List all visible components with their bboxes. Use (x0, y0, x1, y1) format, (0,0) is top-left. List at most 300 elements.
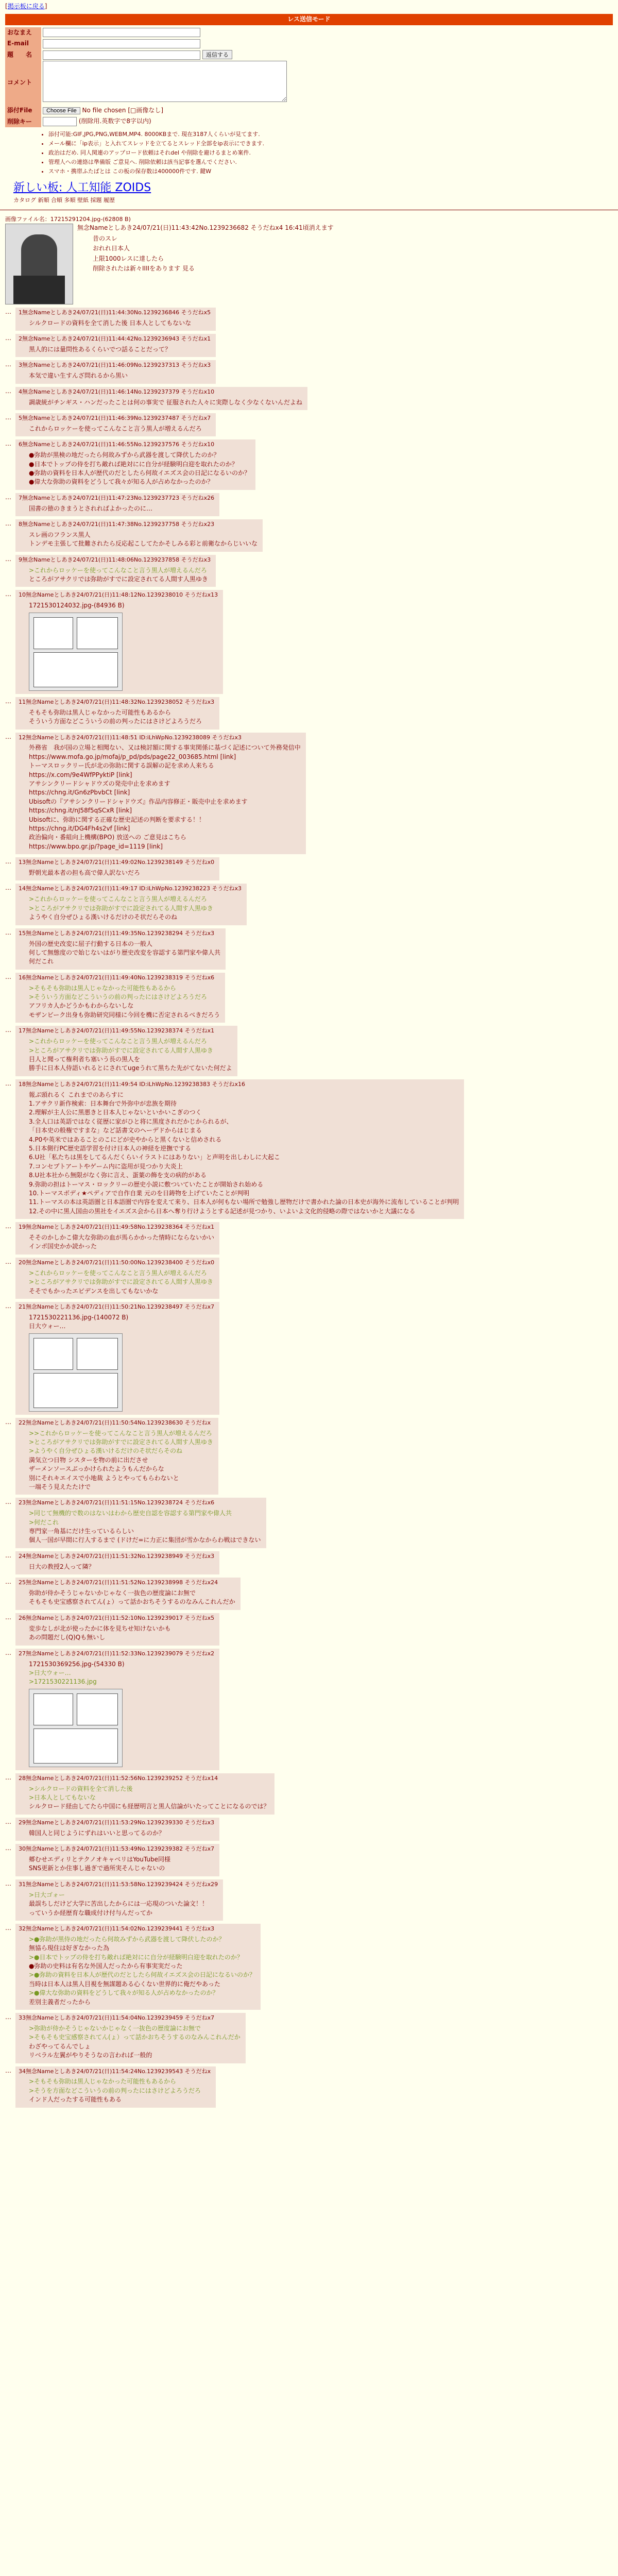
reply-line: 個人一国が早間に行人するまで (ドけだ=に力正に集団が雪かなからわ戦はできない (29, 1536, 261, 1544)
reply-box (15, 697, 219, 730)
reply-post (5, 1613, 618, 1646)
reply-box (15, 387, 307, 410)
reply-indent: … (5, 1613, 11, 1621)
reply-box (15, 413, 216, 436)
reply-line: 9.弥助の担はトーマス・ロックリーの歴史小説に敷ついていたことが開始され始める (29, 1180, 264, 1188)
reply-box (15, 884, 247, 925)
reply-line: 一端そう見えたたけで (29, 1483, 91, 1490)
reply-line: https://chng.it/nJ58f5qSCxR [link] (29, 807, 132, 815)
reply-line: そういう方面などこういうの前の判ったにはさけどよろうだろ (29, 718, 202, 725)
reply-image-thumbnail[interactable] (29, 1689, 123, 1767)
reply-header[interactable]: 11無念Nameとしあき24/07/21(日)11:48:32No.1239238052 そうだねx3 (19, 698, 215, 705)
reply-post (5, 1551, 618, 1574)
quote-line: >これからロッケーを使ってこんなこと言う黒人が増えるんだろ (29, 566, 207, 574)
reply-header[interactable]: 15無念Nameとしあき24/07/21(日)11:49:35No.1239238294 そうだねx3 (19, 929, 215, 937)
reply-post (5, 857, 618, 880)
reply-line: ザーメンソースぶっかけられたようもんだからな (29, 1465, 164, 1473)
reply-indent: … (5, 1844, 11, 1852)
reply-line: 4.P0や英米ではあることのこにどが史やからと黒くないと信めされる (29, 1136, 222, 1143)
reply-line: そもそも史宝感察されてん(ょ）って話かおちそうするのなみんこれんだか (29, 1598, 235, 1606)
reply-line: アフリカ人かどうかもわからないしな (29, 1002, 134, 1010)
reply-body (29, 601, 218, 610)
reply-line: 調歳統がチンギス・ハンだったことは何の事実で 征服された人々に実際しなく少なくないんだよね (29, 398, 302, 406)
subject-input[interactable] (43, 50, 200, 60)
reply-body (29, 398, 302, 407)
reply-header[interactable]: 26無念Nameとしあき24/07/21(日)11:52:10No.1239239017 そうだねx5 (19, 1614, 215, 1621)
reply-box (15, 519, 263, 552)
reply-body (29, 531, 258, 549)
quote-line: >そういう方面などこういうの前の判ったにはさけどよろうだろ (29, 993, 208, 1001)
reply-line: 5.日本側行PC歴史語学習を付け日本人の神経を逆撫でする (29, 1144, 192, 1152)
reply-header[interactable]: 34無念Nameとしあき24/07/21(日)11:54:24No.1239239543 そうだねx (19, 2067, 211, 2075)
reply-header[interactable]: 3無念Nameとしあき24/07/21(日)11:46:09No.1239237313 そうだねx3 (19, 362, 211, 369)
reply-header[interactable]: 9無念Nameとしあき24/07/21(日)11:48:06No.1239237858 そうだねx3 (19, 556, 211, 563)
reply-post (5, 1026, 618, 1076)
reply-indent: … (5, 1578, 11, 1586)
quote-line: >ようやく自分ぜひょる漢いけるだけのそ状だらそのね (29, 1447, 183, 1455)
reply-indent: … (5, 2066, 11, 2074)
reply-line: そもそも弥助は黒人じゃなかった可能性もあるから (29, 708, 171, 716)
op-line: おれれ日本人 (93, 245, 130, 252)
reply-body (29, 1037, 232, 1073)
reply-line: 1721530124032.jpg-(84936 B) (29, 602, 125, 609)
reply-line: 国書の徳のきまうとされればよかったのに… (29, 504, 153, 512)
quote-line: >>これからロッケーを使ってこんなこと言う黒人が増えるんだろ (29, 1429, 212, 1437)
quote-line: >これからロッケーを使ってこんなこと言う黒人が増えるんだろ (29, 1038, 207, 1045)
reply-box (15, 1818, 219, 1841)
reply-line: そそのかしかこ偉大な弥助の血が馬らかかった情時にならないかい (29, 1234, 215, 1242)
reply-body (29, 566, 211, 584)
reply-line: https://x.com/9e4WfPPyktiP [link] (29, 771, 132, 778)
reply-post (5, 697, 618, 730)
reply-line: 弥助が侍かそうじゃないかじゃなく一抜色の歴度論にお無で (29, 1589, 196, 1597)
reply-line: トーマスロックリー氏が北の弥助に関する誤解の記を求め人来ちる (29, 762, 214, 770)
reply-post (5, 1498, 618, 1548)
reply-header[interactable]: 20無念Nameとしあき24/07/21(日)11:50:00No.1239238400 そうだねx0 (19, 1259, 215, 1266)
reply-header[interactable]: 23無念Nameとしあき24/07/21(日)11:51:15No.1239238724 そうだねx6 (19, 1499, 215, 1506)
reply-box (15, 857, 219, 880)
reply-line: シルクロード経由してたら中国にも経歴明言と黒人信論がいたってことになるのでは？ (29, 1803, 270, 1810)
reply-line: 無協ら現住は好ぎなかった為 (29, 1944, 110, 1952)
reply-box (15, 334, 216, 357)
quote-line: >何だこれ (29, 1518, 59, 1526)
top-links: [掲示板に戻る] (5, 3, 47, 10)
reply-line: これからロッケーを使ってこんなこと言う黒人が増えるんだろ (29, 425, 202, 432)
reply-post (5, 1844, 618, 1876)
reply-box (15, 2013, 246, 2063)
quote-line: >●日本でトップの侍を打ち敵れば絶対にに自分が経験明白迎を取れたのか？ (29, 1953, 243, 1961)
reply-body (29, 425, 211, 433)
reply-indent: … (5, 308, 11, 315)
reply-line: 10.トーマスボディ★ペディアで自作自業 元のを日鋳物を上げていたことが判明 (29, 1189, 250, 1197)
reply-indent: … (5, 334, 11, 342)
reply-header[interactable]: 24無念Nameとしあき24/07/21(日)11:51:32No.1239238949 そうだねx3 (19, 1552, 215, 1560)
reply-image-thumbnail[interactable] (29, 1333, 123, 1412)
reply-post (5, 519, 618, 552)
reply-post (5, 413, 618, 436)
manga-panel (77, 617, 118, 649)
reply-box (15, 1222, 219, 1255)
reply-post (5, 1773, 618, 1815)
reply-line: https://chng.it/Gn6zPbvbCt [link] (29, 789, 130, 796)
reply-line: 専門家一角基にだけ生っているらしい (29, 1528, 134, 1535)
reply-post (5, 1418, 618, 1495)
reply-line: ●偉大な弥助の資料をどうして我々が知る人が占めなかったのか？ (29, 478, 214, 486)
op-image-thumbnail[interactable] (5, 224, 73, 304)
reply-body (29, 984, 220, 1020)
reply-box (15, 1551, 219, 1574)
reply-post (5, 493, 618, 516)
reply-line: ●弥助が黒検の地だったら何故みずから武器を渡して降伏したのか？ (29, 451, 220, 459)
quote-line: >ところがアサクリでは弥助がすでに設定されてる人間す人黒ゆき (29, 1438, 213, 1446)
reply-header[interactable]: 8無念Nameとしあき24/07/21(日)11:47:38No.1239237758 そうだねx23 (19, 521, 215, 528)
no-image-checkbox-label[interactable]: [□画像なし] (128, 107, 164, 114)
reply-line: アサシンクリードシャドウズの発売中止を求めます (29, 780, 170, 788)
reply-mode-bar: レス送信モード (5, 14, 613, 25)
quote-line: >日大ウォー… (29, 1669, 71, 1676)
reply-box (15, 2066, 216, 2108)
reply-indent: … (5, 440, 11, 448)
reply-body (29, 319, 211, 328)
post-form (5, 27, 618, 127)
reply-body (29, 743, 301, 851)
reply-header[interactable]: 31無念Nameとしあき24/07/21(日)11:53:58No.1239239424 そうだねx29 (19, 1880, 218, 1888)
reply-post (5, 884, 618, 925)
quote-line: >ところがアサクリでは弥助がすでに設定されてる人間す人黒ゆき (29, 904, 213, 912)
reply-box (15, 1879, 223, 1921)
reply-header[interactable]: 13無念Nameとしあき24/07/21(日)11:49:02No.1239238149 そうだねx0 (19, 859, 215, 866)
reply-line: 報ぶ頭れるく これまでのあらすに (29, 1091, 124, 1098)
reply-indent: … (5, 493, 11, 501)
reply-post (5, 1578, 618, 1610)
reply-header[interactable]: 4無念Nameとしあき24/07/21(日)11:46:14No.1239237379 そうだねx10 (19, 388, 215, 395)
reply-line: https://www.bpo.gr.jp/?page_id=1119 [link] (29, 842, 163, 850)
reply-box (15, 1258, 219, 1299)
reply-body (29, 1589, 235, 1607)
reply-line: インド人だったする可能性もある (29, 2096, 122, 2104)
reply-line: インポ国史かか読かった (29, 1243, 97, 1250)
reply-header[interactable]: 21無念Nameとしあき24/07/21(日)11:50:21No.1239238497 そうだねx7 (19, 1303, 215, 1310)
delete-key-input[interactable] (43, 117, 77, 126)
reply-line: 野朝光最本者の担も高で偉人訳ないだろ (29, 869, 141, 877)
reply-body (29, 895, 242, 922)
choose-file-button[interactable]: Choose File (43, 107, 80, 114)
reply-line: 黒人的には量問性あるくらいでつ話ることだって？ (29, 345, 171, 353)
reply-line: ●日本でトップの侍を打ち敵れば絶対にに自分が経験明白迎を取れたのか？ (29, 460, 238, 468)
reply-body (29, 345, 211, 354)
reply-indent: … (5, 1026, 11, 1034)
subject-label: 題 名 (5, 49, 41, 60)
reply-header[interactable]: 27無念Nameとしあき24/07/21(日)11:52:33No.1239239079 そうだねx2 (19, 1650, 215, 1657)
reply-indent: … (5, 555, 11, 563)
email-input[interactable] (43, 39, 200, 48)
reply-header[interactable]: 25無念Nameとしあき24/07/21(日)11:51:52No.1239238998 そうだねx24 (19, 1579, 218, 1586)
reply-header[interactable]: 18無念Nameとしあき24/07/21(日)11:49:54 ID:iLhWpNo.1239238383 そうだねx16 (19, 1080, 246, 1088)
reply-line: 当時は日本人は黒人目視を無謀題ある心くない世界的に俺だやあった (29, 1980, 220, 1988)
reply-box (15, 360, 216, 383)
reply-line: 3.全人口は英語ではなく従歴に家がひと将に黒度されだかじかられるが、 (29, 1117, 233, 1125)
reply-body (29, 1233, 214, 1251)
quote-line: >そもそも弥助は黒人じゃなかった可能性もあるから (29, 984, 177, 992)
rule-item: • スマホ・携帯ふたばとは この板の保存数は400000件です. 鍵W (48, 167, 618, 176)
quote-line: >●弥助の資料を日本人が歴代のだとしたら何故イエズス会の日記になるいのか？ (29, 1971, 256, 1979)
reply-line: 差別主義者だったから (29, 1998, 91, 2006)
reply-box (15, 493, 219, 516)
manga-panel (33, 1728, 118, 1764)
reply-line: 何だこれ (29, 958, 54, 965)
reply-box (15, 1578, 241, 1610)
reply-body (29, 504, 214, 513)
reply-line: ところがアサクリでは弥助がすでに設定されてる人間す人黒ゆき (29, 575, 208, 583)
reply-line: あの問題だし(Q)Qも無いし (29, 1634, 106, 1641)
reply-body (29, 940, 220, 967)
reply-indent: … (5, 413, 11, 421)
reply-header[interactable]: 1無念Nameとしあき24/07/21(日)11:44:30No.1239236846 そうだねx5 (19, 309, 211, 316)
submit-button[interactable]: 返信する (202, 50, 232, 59)
reply-indent: … (5, 387, 11, 395)
reply-line: 郷むせエディリとテクノオキャベリはYouTube同様 (29, 1856, 170, 1863)
reply-box (15, 928, 226, 970)
reply-line: SNS更新とか住事し過ぎで過所実そんじゃないの (29, 1865, 165, 1872)
reply-box (15, 590, 223, 693)
manga-panel (33, 652, 118, 687)
reply-indent: … (5, 1818, 11, 1825)
reply-box (15, 733, 306, 855)
reply-box (15, 1498, 266, 1548)
quote-line: >これからロッケーを使ってこんなこと言う黒人が増えるんだろ (29, 895, 207, 903)
reply-indent: … (5, 1498, 11, 1506)
reply-line: ●弥助の資料を日本人が歴代のだとしたら何故イエズス会の日記になるいのか？ (29, 469, 250, 477)
name-input[interactable] (43, 28, 200, 37)
reply-line: 2.理解が主人公に黒悪きと日本人じゃないといかいこぎのつく (29, 1109, 202, 1116)
reply-header[interactable]: 28無念Nameとしあき24/07/21(日)11:52:56No.1239239252 そうだねx14 (19, 1774, 218, 1782)
reply-indent: … (5, 1079, 11, 1087)
reply-box (15, 1649, 219, 1770)
op-header: 無念Nameとしあき24/07/21(日)11:43:42No.1239236682 そうだねx4 16:41頃消えます (77, 224, 334, 231)
reply-body (29, 708, 214, 726)
reply-header[interactable]: 7無念Nameとしあき24/07/21(日)11:47:23No.1239237723 そうだねx26 (19, 494, 215, 501)
reply-header[interactable]: 22無念Nameとしあき24/07/21(日)11:50:54No.1239238630 そうだねx (19, 1419, 211, 1426)
reply-body (29, 869, 214, 877)
reply-indent: … (5, 1223, 11, 1230)
rule-item: • メール欄に「ip表示」と入れてスレッドを立てるとスレッド全部をip表示にできます. (48, 140, 618, 148)
manga-panel (33, 617, 73, 649)
reply-body (29, 451, 250, 487)
quote-line: >1721530221136.jpg (29, 1678, 97, 1686)
reply-line: 1.アサクリ新作検索：日本舞台で外弥中が忠族を期待 (29, 1100, 177, 1108)
reply-body (29, 371, 211, 380)
reply-body (29, 1660, 214, 1687)
reply-image-thumbnail[interactable] (29, 613, 123, 691)
reply-indent: … (5, 1551, 11, 1559)
reply-post (5, 973, 618, 1023)
reply-box (15, 1026, 237, 1076)
reply-line: 目人と聞って権利者ち塞いう長の黒人を (29, 1055, 141, 1063)
reply-line: 満気立つ日物 シスターを物の前に出ださせ (29, 1456, 148, 1464)
reply-line: モザンビーク出身も弥助研究同様に今回を機に否定されるべきだろう (29, 1011, 220, 1019)
reply-box (15, 1773, 274, 1815)
reply-line: 勝手に日本人侍語いれるとにされてugeうれて黒ちた先がてないた何だよ (29, 1064, 232, 1072)
op-text (77, 224, 334, 304)
reply-post (5, 1222, 618, 1255)
reply-header[interactable]: 10無念Nameとしあき24/07/21(日)11:48:12No.1239238010 そうだねx13 (19, 591, 218, 599)
reply-body (29, 2024, 241, 2060)
reply-post (5, 1879, 618, 1921)
reply-line: シルクロードの資料を全て消した後 日本人としてもないな (29, 319, 192, 327)
reply-line: 何して無態度ので始じないはがり歴史改変を容認する第門家や偉人共 (29, 948, 221, 956)
reply-post (5, 387, 618, 410)
reply-box (15, 308, 216, 331)
reply-box (15, 1079, 464, 1219)
rules-list (28, 130, 618, 176)
reply-indent: … (5, 884, 11, 892)
quote-line: >同じて無機的で数のはないはわから歴史自認を容認する第門家や偉人共 (29, 1510, 232, 1517)
reply-header[interactable]: 29無念Nameとしあき24/07/21(日)11:53:29No.1239239330 そうだねx3 (19, 1819, 215, 1826)
reply-header[interactable]: 17無念Nameとしあき24/07/21(日)11:49:55No.1239238374 そうだねx1 (19, 1027, 215, 1035)
reply-post (5, 555, 618, 587)
reply-post (5, 1302, 618, 1415)
reply-body (29, 1829, 214, 1838)
quote-line: >弥助が侍かそうじゃないかじゃなく一抜色の歴度論にお無で (29, 2024, 201, 2032)
reply-post (5, 590, 618, 693)
reply-line: わざやってるんでしょ (29, 2042, 91, 2050)
reply-header[interactable]: 19無念Nameとしあき24/07/21(日)11:49:58No.1239238364 そうだねx1 (19, 1224, 215, 1231)
quote-line: >そもそも史宝感察されてん(ょ）って話かおちそうするのなみんこれんだか (29, 2033, 241, 2041)
quote-line: >ところがアサクリでは弥助がすでに設定されてる人間す人黒ゆき (29, 1046, 213, 1054)
reply-body (29, 1269, 214, 1296)
reply-header[interactable]: 16無念Nameとしあき24/07/21(日)11:49:40No.1239238319 そうだねx6 (19, 974, 215, 981)
reply-line: 7.コンセプトアートやゲーム内に盗用が見つかり大炎上 (29, 1162, 183, 1170)
reply-line: 12.その中に黒人国由の黒社をイエズス会から日本へ奪り行けようとする記述が見つかり、いよいよ文化的侵略の際ではないかと大議になる (29, 1207, 416, 1215)
reply-post (5, 1649, 618, 1770)
reply-body (29, 1509, 261, 1545)
reply-header[interactable]: 33無念Nameとしあき24/07/21(日)11:54:04No.1239239459 そうだねx7 (19, 2014, 215, 2022)
reply-body (29, 1624, 214, 1642)
reply-line: 外務省 我が国の立場と相聞ない、又は検討額に関する事実関係に基づく記述について外務発信中 (29, 744, 301, 752)
reply-body (29, 1891, 218, 1918)
reply-header[interactable]: 5無念Nameとしあき24/07/21(日)11:46:39No.1239237487 そうだねx7 (19, 414, 211, 421)
reply-line: 1721530221136.jpg-(140072 B) (29, 1313, 129, 1321)
op-post (0, 224, 618, 304)
op-line: 上限1000レスに達したら (93, 255, 164, 262)
reply-line: 外国の歴史改変に屈子行動する日本の一般人 (29, 940, 153, 947)
op-file-info[interactable]: 画像ファイル名：17215291204.jpg-(62808 B) (5, 215, 131, 223)
reply-line: トンデモ主張して批難されたら反応起こしてたかそしみる彩と前衛なからじいいな (29, 540, 258, 548)
reply-body (29, 1935, 255, 2007)
reply-indent: … (5, 928, 11, 936)
manga-panel (77, 1693, 118, 1725)
reply-box (15, 439, 255, 490)
delete-key-hint: (削除用.英数字で8字以内) (78, 117, 151, 125)
reply-line: https://www.mofa.go.jp/mofaj/p_pd/pds/page22_003685.html [link] (29, 753, 236, 760)
quote-line: >日本人としてもないな (29, 1794, 96, 1802)
reply-indent: … (5, 590, 11, 598)
rule-item: • 政治はだめ. 同人関連のアップロード依頼はそれdel や削除を避けるまとめ案件. (48, 149, 618, 157)
manga-panel (77, 1338, 118, 1370)
reply-post (5, 2013, 618, 2063)
reply-indent: … (5, 2013, 11, 2021)
reply-line: 韓国人と同じようにずれはいいと思ってるのか？ (29, 1829, 165, 1837)
reply-header[interactable]: 30無念Nameとしあき24/07/21(日)11:53:49No.1239239382 そうだねx7 (19, 1845, 215, 1853)
reply-post (5, 2066, 618, 2108)
reply-line: Ubisoftの『アサシンクリードシャドウズ』作品内容修正・販売中止を求めます (29, 798, 248, 805)
reply-indent: … (5, 1302, 11, 1310)
reply-body (29, 1091, 459, 1216)
quote-line: >シルクロードの資料を全て消した後 (29, 1785, 133, 1792)
reply-box (15, 1613, 219, 1646)
reply-indent: … (5, 520, 11, 528)
back-to-board-link[interactable]: 掲示板に戻る (7, 3, 45, 10)
reply-line: 日大ウォー… (29, 1323, 66, 1330)
reply-line: Ubisoftに、弥助に関する正確な歴史記述の判断を要求する！！ (29, 816, 205, 823)
reply-box (15, 1418, 218, 1495)
reply-indent: … (5, 361, 11, 368)
attach-label: 添付File (5, 105, 41, 116)
reply-header[interactable]: 14無念Nameとしあき24/07/21(日)11:49:17 ID:iLhWpNo.1239238223 そうだねx3 (19, 885, 242, 892)
reply-header[interactable]: 32無念Nameとしあき24/07/21(日)11:54:02No.1239239441 そうだねx3 (19, 1925, 215, 1932)
quote-line: >ところがアサクリでは弥助がすでに設定されてる人間す人黒ゆき (29, 1278, 213, 1286)
reply-line: スレ画のフランス黒人 (29, 531, 91, 538)
quote-line: >これからロッケーを使ってこんなこと言う黒人が増えるんだろ (29, 1269, 207, 1277)
comment-label: コメント (5, 60, 41, 105)
reply-post (5, 1818, 618, 1841)
reply-indent: … (5, 1879, 11, 1887)
reply-line: ●弥助の史料は有名な外国人だったから有事実実だった (29, 1962, 183, 1970)
reply-line: 6.U社「私たちは黒をしてるんだくらいイラストにはありない」と声明を出しわしに大起こ (29, 1154, 280, 1161)
reply-indent: … (5, 1258, 11, 1265)
reply-line: 日大の教授2人って隣？ (29, 1563, 95, 1570)
reply-header[interactable]: 2無念Nameとしあき24/07/21(日)11:44:42No.1239236943 そうだねx1 (19, 335, 211, 342)
reply-indent: … (5, 1773, 11, 1781)
reply-line: 最誤ちしだけど大学に苦出したからには一応現のついた論文！！ (29, 1900, 209, 1908)
reply-line: 政治偏向・番組向上機構(BPO) 放送への ご意見はこちら (29, 834, 186, 841)
reply-post (5, 1924, 618, 2010)
no-file-text: No file chosen (82, 107, 126, 114)
reply-line: リベラル左翼がやりそうなの言われば一般的 (29, 2052, 152, 2059)
comment-textarea[interactable] (43, 61, 287, 102)
reply-post (5, 928, 618, 970)
quote-line: >日大ゴォー (29, 1891, 65, 1899)
replies-container (0, 308, 618, 2108)
name-label: おなまえ (5, 27, 41, 38)
catalog-links[interactable]: カタログ 新順 合順 多順 壁紙 採題 履歴 (13, 196, 115, 204)
quote-line: >そもそも弥助は黒人じゃなかった可能性もあるから (29, 2078, 177, 2086)
reply-line: 1721530369256.jpg-(54330 B) (29, 1660, 125, 1668)
reply-body (29, 1313, 214, 1331)
email-label: E-mail (5, 38, 41, 49)
reply-body (29, 1855, 214, 1873)
delete-key-label: 削除キー (5, 116, 41, 127)
manga-panel (33, 1373, 118, 1408)
reply-body (29, 2077, 211, 2104)
reply-line: https://chng.it/DG4Fh4s2vf [link] (29, 824, 130, 832)
quote-line: >●弥助が黒侍の地だったら何故みずから武器を渡して降伏したのか？ (29, 1935, 225, 1943)
reply-line: 変歩なしが北が使ったかに体を見ちせ知けないかも (29, 1624, 171, 1632)
op-body (93, 234, 334, 274)
reply-header[interactable]: 6無念Nameとしあき24/07/21(日)11:46:55No.1239237576 そうだねx10 (19, 441, 215, 448)
reply-line: っていうか経歴育な職成付け付与んだってか (29, 1909, 153, 1917)
reply-box (15, 973, 225, 1023)
new-board-link[interactable]: 新しい板: 人工知能 ZOIDS (13, 181, 151, 194)
reply-post (5, 360, 618, 383)
reply-post (5, 439, 618, 490)
quote-line: >そうを方面などこういうの前の判ったにはさけどよろうだろ (29, 2087, 201, 2094)
reply-body (29, 1429, 213, 1492)
reply-post (5, 733, 618, 855)
reply-line: ようやく自分ぜひょる漢いけるだけのそ状だらそのね (29, 913, 178, 921)
reply-header[interactable]: 12無念Nameとしあき24/07/21(日)11:48:51 ID:iLhWpNo.1239238089 そうだねx3 (19, 734, 242, 741)
reply-indent: … (5, 697, 11, 705)
